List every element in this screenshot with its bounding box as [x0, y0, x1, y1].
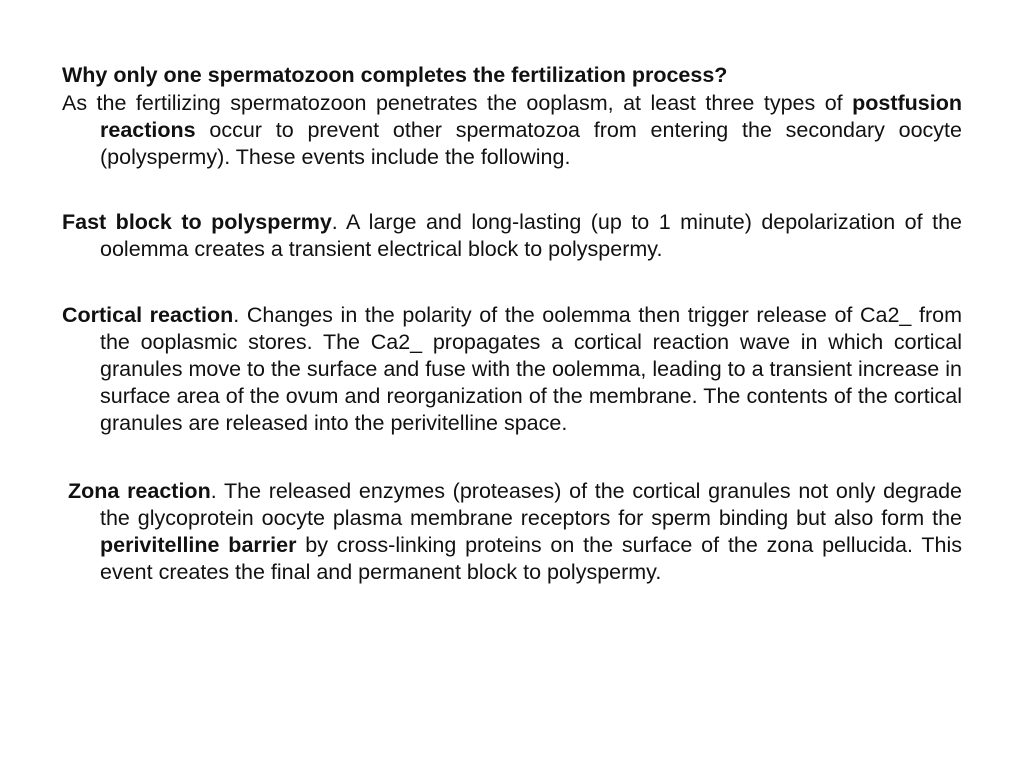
- intro-term-postfusion: postfusion reactions: [100, 91, 962, 142]
- zona-reaction-paragraph: [62, 478, 962, 586]
- question-heading: Why only one spermatozoon completes the fertilization process?: [62, 63, 728, 87]
- intro-paragraph: [62, 90, 962, 171]
- cortical-reaction-text: . Changes in the polarity of the oolemma then trigger release of Ca2_ from the ooplasmic stores. The Ca2_ propagates a cortical reaction wave in which cortical granules move to the surface and fuse with the oolemma, leading to a transient increase in surface area of the ovum and reorganization of the membrane. The contents of the cortical granules are released into the perivitelline space.: [100, 303, 962, 435]
- fast-block-text: . A large and long-lasting (up to 1 minute) depolarization of the oolemma creates a transient electrical block to polyspermy.: [100, 210, 962, 261]
- zona-reaction-text-2: by cross-linking proteins on the surface of the zona pellucida. This event creates the final and permanent block to polyspermy.: [100, 533, 962, 584]
- slide-content: [62, 62, 962, 586]
- fast-block-paragraph: [62, 209, 962, 263]
- cortical-reaction-term: Cortical reaction: [62, 303, 234, 327]
- zona-reaction-text-1: . The released enzymes (proteases) of the cortical granules not only degrade the glycoprotein oocyte plasma membrane receptors for sperm binding but also form the: [100, 479, 962, 530]
- fast-block-term: Fast block to polyspermy: [62, 210, 332, 234]
- perivitelline-barrier-term: perivitelline barrier: [100, 533, 297, 557]
- intro-text-1: As the fertilizing spermatozoon penetrates the ooplasm, at least three types of: [62, 91, 853, 115]
- intro-text-2: occur to prevent other spermatozoa from entering the secondary oocyte (polyspermy). These events include the following.: [100, 118, 962, 169]
- cortical-reaction-paragraph: [62, 302, 962, 437]
- zona-reaction-term: Zona reaction: [68, 479, 211, 503]
